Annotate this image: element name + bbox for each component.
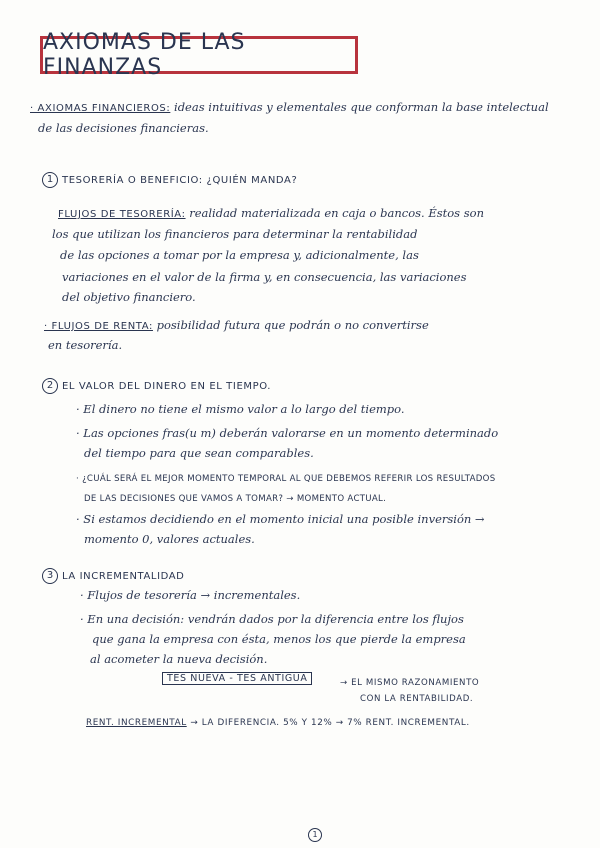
- section3-heading-row: [42, 568, 185, 584]
- section2-heading-row: [42, 378, 271, 394]
- fr-text-1: posibilidad futura que podrán o no convertirse: [156, 318, 429, 332]
- s2-bullet-2-line-2: del tiempo para que sean comparables.: [84, 446, 314, 460]
- section1-heading-row: [42, 172, 297, 188]
- s2-bullet-3-line-2: DE LAS DECISIONES QUE VAMOS A TOMAR? → MOMENTO ACTUAL.: [84, 494, 387, 504]
- s3-bullet-1: · Flujos de tesorería → incrementales.: [80, 588, 301, 602]
- fr-text-2: en tesorería.: [48, 338, 123, 352]
- ft-term: FLUJOS DE TESORERÍA:: [58, 209, 186, 220]
- section1-heading: TESORERÍA O BENEFICIO: ¿QUIÉN MANDA?: [62, 175, 298, 186]
- s2-bullet-4-line-2: momento 0, valores actuales.: [84, 532, 255, 546]
- ft-text-3: de las opciones a tomar por la empresa y, adicionalmente, las: [60, 248, 419, 262]
- intro-text-1: ideas intuitivas y elementales que conforman la base intelectual: [174, 100, 549, 114]
- section2-heading: EL VALOR DEL DINERO EN EL TIEMPO.: [62, 381, 272, 392]
- fr-line-1: [44, 318, 429, 334]
- fr-term: · FLUJOS DE RENTA:: [44, 321, 153, 332]
- ft-line-1: [58, 206, 484, 222]
- title-box: [40, 30, 358, 80]
- rent-text: → LA DIFERENCIA. 5% Y 12% → 7% RENT. INCREMENTAL.: [190, 718, 470, 728]
- rent-term: RENT. INCREMENTAL: [86, 718, 187, 728]
- s2-bullet-3-line-1: · ¿CUÁL SERÁ EL MEJOR MOMENTO TEMPORAL AL QUE DEBEMOS REFERIR LOS RESULTADOS: [76, 474, 496, 484]
- boxed-formula-row: [162, 670, 312, 686]
- intro-line-1: [30, 100, 549, 116]
- s2-bullet-4-line-1: · Si estamos decidiendo en el momento inicial una posible inversión →: [76, 512, 485, 526]
- boxed-formula: TES NUEVA - TES ANTIGUA: [162, 672, 312, 685]
- section3-heading: LA INCREMENTALIDAD: [62, 571, 185, 582]
- section2-number: 2: [42, 378, 58, 394]
- s2-bullet-1: · El dinero no tiene el mismo valor a lo largo del tiempo.: [76, 402, 405, 416]
- ft-text-1: realidad materializada en caja o bancos. Éstos son: [189, 206, 484, 220]
- section3-number: 3: [42, 568, 58, 584]
- s3-bullet-2-line-1: · En una decisión: vendrán dados por la diferencia entre los flujos: [80, 612, 464, 626]
- arrow-note-2: CON LA RENTABILIDAD.: [360, 694, 474, 704]
- intro-term: · AXIOMAS FINANCIEROS:: [30, 103, 171, 114]
- s2-bullet-2-line-1: · Las opciones fras(u m) deberán valorarse en un momento determinado: [76, 426, 499, 440]
- ft-text-5: del objetivo financiero.: [62, 290, 196, 304]
- page-number: 1: [308, 828, 322, 842]
- intro-text-2: de las decisiones financieras.: [38, 121, 209, 135]
- s3-bullet-2-line-2: que gana la empresa con ésta, menos los que pierde la empresa: [92, 632, 466, 646]
- page-title: AXIOMAS DE LAS FINANZAS: [43, 30, 246, 80]
- arrow-note-1: → EL MISMO RAZONAMIENTO: [340, 678, 480, 688]
- bleed-through-text: [420, 24, 423, 35]
- s3-bullet-2-line-3: al acometer la nueva decisión.: [90, 652, 268, 666]
- section1-number: 1: [42, 172, 58, 188]
- rent-row: [86, 714, 470, 730]
- ft-text-4: variaciones en el valor de la firma y, en consecuencia, las variaciones: [62, 270, 467, 284]
- ft-text-2: los que utilizan los financieros para determinar la rentabilidad: [52, 227, 418, 241]
